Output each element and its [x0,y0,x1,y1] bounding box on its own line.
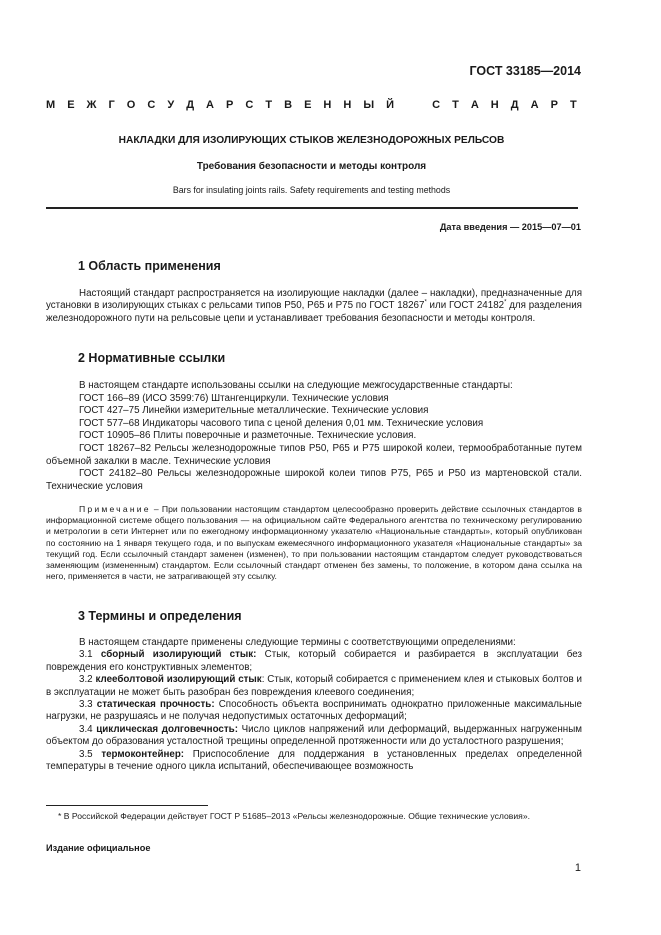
reference-item: ГОСТ 166–89 (ИСО 3599:76) Штангенциркули. Технические условия [79,392,389,404]
terms-and-definitions [46,637,582,773]
section-3-heading: 3 Термины и определения [78,609,242,623]
standard-kind-letter: М [46,99,56,111]
term-item: 3.3 статическая прочность: Способность объекта воспринимать однократно приложенные максимальные нагрузки, не разрушаясь и не получая недопустимых остаточных деформаций; [46,699,582,723]
term-definition: Способность объекта воспринимать однократно приложенные максимальные нагрузки, не разрушаясь и не получая недопустимых остаточных деформаций; [46,699,582,723]
reference-item: ГОСТ 10905–86 Плиты поверочные и разметочные. Технические условия. [79,430,417,442]
term-item: 3.1 сборный изолирующий стык: Стык, который собирается и разбирается в эксплуатации без повреждения его конструктивных элементов; [46,649,582,673]
standard-kind-letter: Е [67,99,75,111]
normative-references [46,380,582,493]
reference-item: ГОСТ 427–75 Линейки измерительные металлические. Технические условия [79,405,429,417]
reference-item: ГОСТ 18267–82 Рельсы железнодорожные типов Р50, Р65 и Р75 широкой колеи, термообработанные путем объемной закалки в масле. Технические условия [46,442,582,467]
standard-kind-letter: Г [108,99,115,111]
section-1-text [46,288,582,325]
term-item: 3.2 клееболтовой изолирующий стык: Стык, который собирается с применением клея и стыковых болтов и в эксплуатации не может быть разобран без повреждения клеевого соединения; [46,674,583,698]
footnote-divider [46,805,208,806]
gost-number: ГОСТ 33185—2014 [469,64,581,78]
standard-kind-letter: Д [510,99,519,111]
document-title-english: Bars for insulating joints rails. Safety requirements and testing methods [172,185,451,195]
standard-kind-letter: Н [490,99,499,111]
standard-kind-letter: Т [265,99,273,111]
footnote-mark: * [424,300,427,307]
document-subtitle: Требования безопасности и методы контроля [196,161,427,172]
term-name: клееболтовой изолирующий стык [95,674,262,686]
standard-kind-letter: Р [550,99,558,111]
standard-kind-letter: Н [343,99,352,111]
title-divider [46,207,578,209]
term-item: 3.5 термоконтейнер: Приспособление для поддержания в установленных пределах определенной температуры в течение одного цикла испытаний, обеспечивающее возможность [46,748,582,773]
standard-kind-letter: С [147,99,156,111]
standard-kind-letter: О [126,99,136,111]
standard-kind-letter: А [470,99,479,111]
reference-item: ГОСТ 577–68 Индикаторы часового типа с ценой деления 0,01 мм. Технические условия [79,417,484,429]
standard-kind-letter: У [167,99,175,111]
terms-lead: В настоящем стандарте применены следующие термины с соответствующими определениями: [79,637,516,648]
standard-kind-letter: С [245,99,254,111]
standard-kind-letter: Ж [86,99,97,111]
document-title: НАКЛАДКИ ДЛЯ ИЗОЛИРУЮЩИХ СТЫКОВ ЖЕЛЕЗНОДОРОЖНЫХ РЕЛЬСОВ [118,135,505,146]
standard-kind-letter: С [432,99,441,111]
reference-item: ГОСТ 24182–80 Рельсы железнодорожные широкой колеи типов Р75, Р65 и Р50 из мартеновской стали. Технические условия [46,468,582,492]
section-1-heading: 1 Область применения [78,259,221,273]
scope-text-part-3: для разделения железнодорожного пути на рельсовые цепи и устанавливает требования безопасности и методы контроля. [46,300,582,324]
footnote-mark: * [504,300,507,307]
standard-kind-letter: Т [452,99,459,111]
term-item: 3.4 циклическая долговечность: Число циклов напряжений или деформаций, выдержанных нагруженным объектом до образования усталостной трещины определенной протяженности или до усталостного разрушения; [46,723,582,748]
term-name: статическая прочность: [96,699,215,711]
standard-kind-letter: Т [569,99,577,111]
references-lead: В настоящем стандарте использованы ссылки на следующие межгосударственные стандарты: [79,380,513,391]
standard-kind-letter [406,99,420,111]
standard-kind-letter: Ы [363,99,375,111]
term-name: сборный изолирующий стык: [100,649,257,661]
standard-kind-letter: Е [304,99,312,111]
edition-label: Издание официальное [46,843,151,853]
page-number: 1 [574,862,581,874]
term-name: термоконтейнер: [101,748,185,760]
standard-kind-letter: А [530,99,539,111]
introduction-date: Дата введения — 2015—07—01 [439,222,581,232]
standard-kind-letter: Д [186,99,195,111]
term-definition: Число циклов напряжений или деформаций, выдержанных нагруженным объектом до образования усталостной трещины определенной протяженности или до усталостного разрушения; [46,723,582,748]
standard-kind [46,99,577,111]
standard-kind-letter: Й [386,99,395,111]
footnote: * В Российской Федерации действует ГОСТ Р 51685–2013 «Рельсы железнодорожные. Общие технические условия». [58,811,530,821]
term-name: циклическая долговечность: [96,723,238,735]
term-definition: : Стык, который собирается с применением клея и стыковых болтов и в эксплуатации не может быть разобран без повреждения клеевого соединения; [46,674,583,698]
note-text: – При пользовании настоящим стандартом целесообразно проверить действие ссылочных стандартов в информационной системе общего пользования — на официальном сайте Федерального агентства по техническому регулированию и метрологии в сети Интернет или по ежегодному информационному указателю «Национальные стандарты», который опубликован по состоянию на 1 января текущего года, и по выпускам ежемесячного информационного указателя «Национальные стандарты» за текущий год. Если ссылочный стандарт заменен (изменен), то при пользовании настоящим стандартом следует руководствоваться заменяющим (измененным) стандартом. Если ссылочный стандарт отменен без замены, то положение, в котором дана ссылка на него, применяется в части, не затрагивающей эту ссылку. [46,504,582,582]
standard-kind-letter: А [206,99,214,111]
standard-kind-letter: В [284,99,293,111]
standard-kind-letter: Н [323,99,332,111]
references-note [46,504,582,582]
standard-kind-letter: Р [226,99,234,111]
scope-text-part-1: Настоящий стандарт распространяется на изолирующие накладки (далее – накладки), предназначенные для установки в изолирующих стыках с рельсами типов Р50, Р65 и Р75 по ГОСТ 18267 [46,288,582,312]
section-2-heading: 2 Нормативные ссылки [78,351,226,365]
scope-text-part-2: или ГОСТ 24182 [426,300,505,312]
term-definition: Приспособление для поддержания в установленных пределах определенной температуры в течение одного цикла испытаний, обеспечивающее возможность [46,748,582,773]
note-label: Примечание [79,504,151,514]
term-definition: Стык, который собирается и разбирается в эксплуатации без повреждения его конструктивных элементов; [46,649,582,673]
